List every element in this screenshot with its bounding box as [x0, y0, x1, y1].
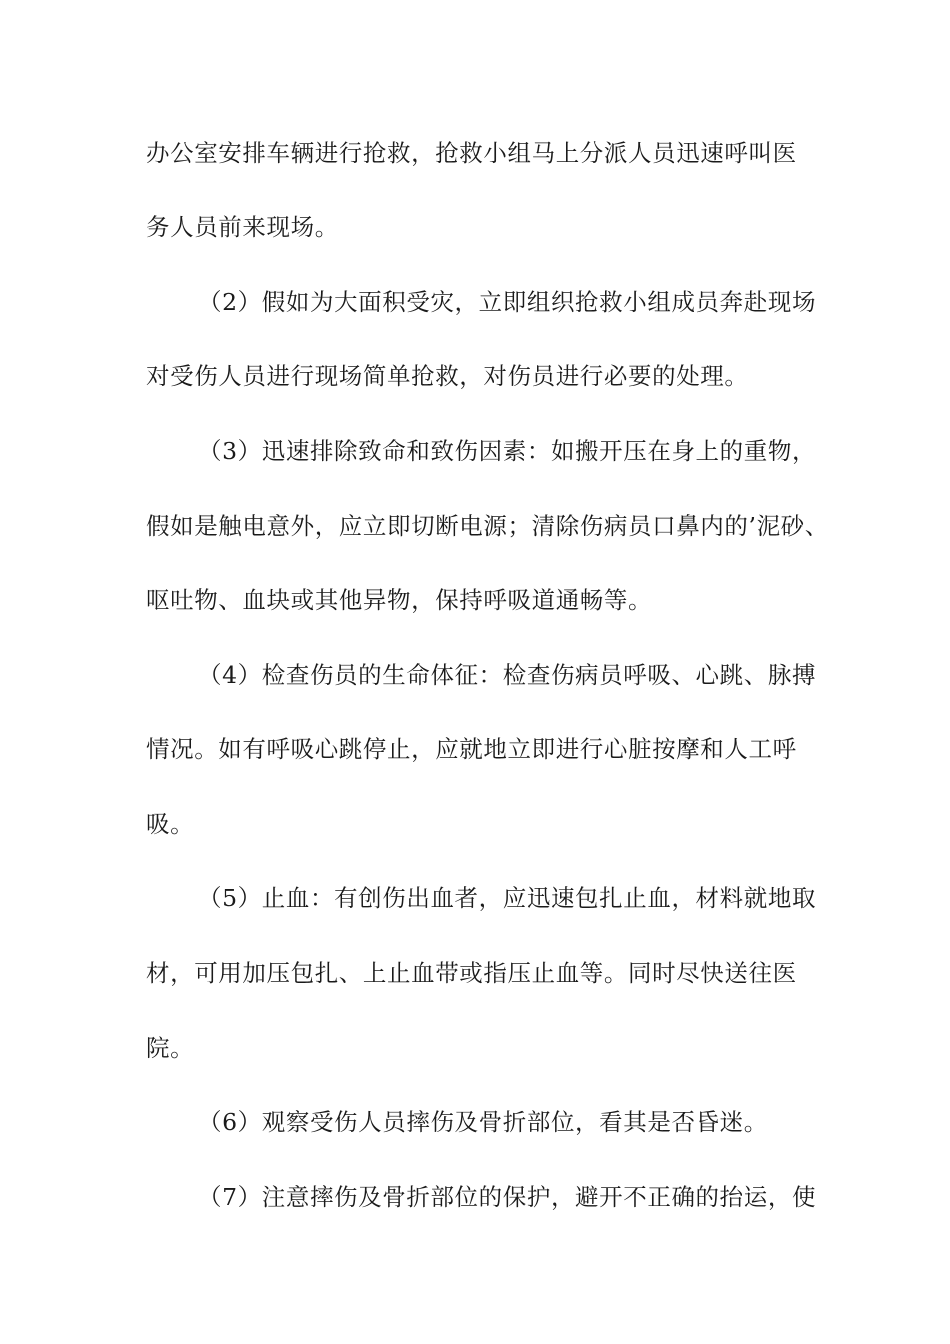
text-line-13: 院。 [146, 1034, 195, 1062]
text-line-8: （4）检查伤员的生命体征：检查伤病员呼吸、心跳、脉搏 [198, 661, 817, 689]
text-line-7: 呕吐物、血块或其他异物，保持呼吸道通畅等。 [146, 586, 653, 614]
text-line-9: 情况。如有呼吸心跳停止，应就地立即进行心脏按摩和人工呼 [146, 735, 797, 763]
text-line-1: 办公室安排车辆进行抢救，抢救小组马上分派人员迅速呼叫医 [146, 139, 797, 167]
text-line-12: 材，可用加压包扎、上止血带或指压止血等。同时尽快送往医 [146, 959, 797, 987]
text-line-15: （7）注意摔伤及骨折部位的保护，避开不正确的抬运，使 [198, 1183, 817, 1211]
text-line-2: 务人员前来现场。 [146, 213, 339, 241]
text-line-10: 吸。 [146, 810, 195, 838]
text-line-3: （2）假如为大面积受灾，立即组织抢救小组成员奔赴现场 [198, 288, 817, 316]
text-line-11: （5）止血：有创伤出血者，应迅速包扎止血，材料就地取 [198, 884, 817, 912]
text-line-14: （6）观察受伤人员摔伤及骨折部位，看其是否昏迷。 [198, 1108, 768, 1136]
text-line-6: 假如是触电意外，应立即切断电源；清除伤病员口鼻内的’泥砂、 [146, 512, 829, 540]
text-line-4: 对受伤人员进行现场简单抢救，对伤员进行必要的处理。 [146, 362, 749, 390]
text-line-5: （3）迅速排除致命和致伤因素：如搬开压在身上的重物， [198, 437, 817, 465]
